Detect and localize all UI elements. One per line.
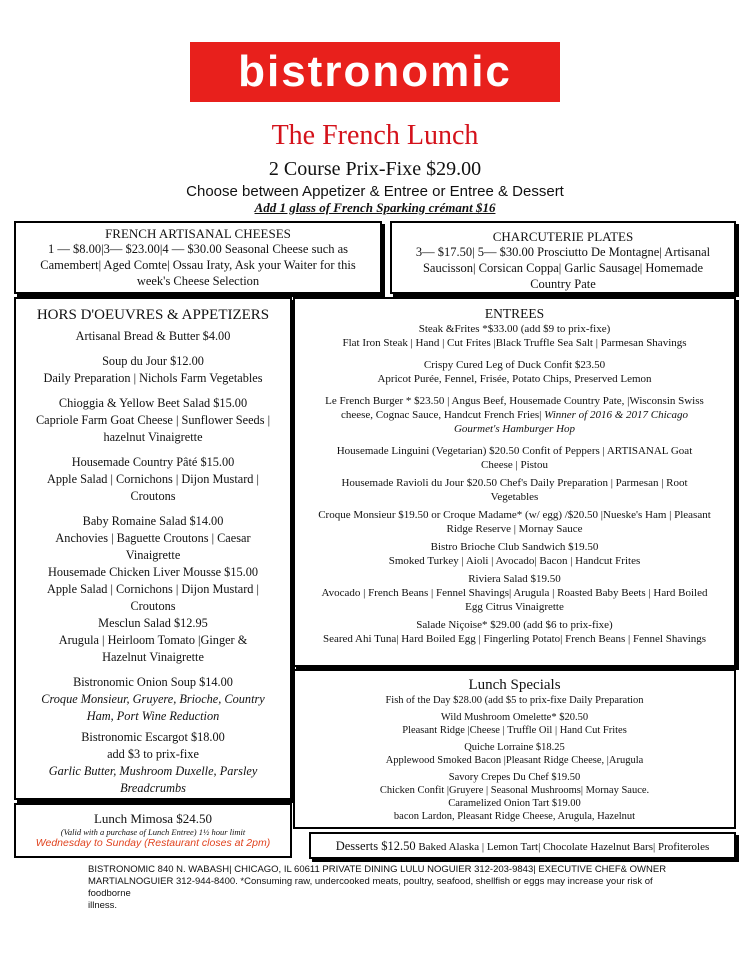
menu-item: Housemade Linguini (Vegetarian) $20.50 Confit of Peppers | ARTISANAL Goat — [336, 445, 693, 457]
cheeses-line: 1 — $8.00|3— $23.00|4 — $30.00 Seasonal Cheese such as — [47, 242, 349, 256]
menu-item: Salade Niçoise* $29.00 (add $6 to prix-fixe) — [416, 619, 613, 631]
menu-item-desc: bacon Lardon, Pleasant Ridge Cheese, Arugula, Hazelnut — [393, 811, 636, 822]
menu-item: Soup du Jour $12.00 — [102, 354, 204, 368]
cheeses-title: FRENCH ARTISANAL CHEESES — [105, 226, 291, 241]
prix-fixe-subtitle: 2 Course Prix-Fixe $29.00 — [268, 158, 482, 180]
menu-item-desc: Croutons — [130, 599, 176, 613]
menu-item: Wild Mushroom Omelette* $20.50 — [440, 712, 589, 723]
burger-award: Gourmet's Hamburger Hop — [453, 423, 576, 435]
menu-item-desc: Ham, Port Wine Reduction — [86, 709, 220, 723]
entrees-box — [293, 297, 736, 667]
cheeses-line: Camembert| Aged Comte| Ossau Iraty, Ask your Waiter for this — [40, 258, 356, 272]
menu-item: Riviera Salad $19.50 — [468, 573, 561, 585]
menu-item-desc: Anchovies | Baguette Croutons | Caesar — [55, 531, 251, 545]
charcuterie-title: CHARCUTERIE PLATES — [492, 229, 634, 244]
menu-item-desc: Chicken Confit |Gruyere | Seasonal Mushrooms| Mornay Sauce. — [379, 785, 650, 796]
choose-instructions: Choose between Appetizer & Entree or Entree & Dessert — [186, 183, 564, 200]
menu-item-desc: hazelnut Vinaigrette — [103, 430, 203, 444]
menu-item-desc: Apricot Purée, Fennel, Frisée, Potato Chips, Preserved Lemon — [377, 373, 652, 385]
menu-item-desc: Seared Ahi Tuna| Hard Boiled Egg | Fingerling Potato| French Beans | Fennel Shavings — [322, 633, 707, 645]
menu-item-desc: Pleasant Ridge |Cheese | Truffle Oil | Hand Cut Frites — [402, 725, 627, 736]
menu-item-desc: Capriole Farm Goat Cheese | Sunflower Seeds | — [35, 413, 271, 427]
menu-item: Mesclun Salad $12.95 — [98, 616, 208, 630]
menu-item-desc: Ridge Reserve | Mornay Sauce — [446, 523, 583, 535]
charcuterie-line: Country Pate — [530, 277, 596, 291]
menu-item-desc-text: cheese, Cognac Sauce, Handcut French Fries| — [340, 409, 542, 421]
menu-title: The French Lunch — [271, 120, 479, 151]
footer-line: illness. — [88, 900, 118, 911]
desserts-box — [309, 832, 736, 859]
add-glass-note: Add 1 glass of French Sparking crémant $16 — [254, 200, 496, 215]
menu-item: Artisanal Bread & Butter $4.00 — [75, 329, 231, 343]
desserts-label: Desserts $12.50 — [335, 839, 416, 853]
menu-item: Bistronomic Escargot $18.00 — [81, 730, 225, 744]
menu-item: Le French Burger * $23.50 | Angus Beef, Housemade Country Pate, |Wisconsin Swiss — [325, 395, 704, 407]
menu-item: Crispy Cured Leg of Duck Confit $23.50 — [423, 359, 606, 371]
menu-item-desc: Arugula | Heirloom Tomato |Ginger & — [58, 633, 248, 647]
burger-award: Winner of 2016 & 2017 Chicago — [544, 409, 689, 421]
charcuterie-line: Saucisson| Corsican Coppa| Garlic Sausage| Homemade — [422, 261, 703, 275]
footer-line: MARTIALNOGUIER 312-944-8400. *Consuming raw, undercooked meats, poultry, seafood, shellfish or eggs may increase your risk of foodborne — [88, 876, 653, 899]
menu-item-desc: add $3 to prix-fixe — [107, 747, 199, 761]
hors-doeuvres-box — [14, 297, 292, 800]
menu-item: Chioggia & Yellow Beet Salad $15.00 — [58, 396, 248, 410]
desserts-line — [311, 839, 734, 854]
menu-item: Quiche Lorraine $18.25 — [464, 742, 565, 753]
footer-line: BISTRONOMIC 840 N. WABASH| CHICAGO, IL 60611 PRIVATE DINING LULU NOGUIER 312-203-9843| EXECUTIVE CHEF& OWNER — [88, 864, 667, 875]
menu-item-desc: Croque Monsieur, Gruyere, Brioche, Country — [41, 692, 265, 706]
menu-item-desc: Smoked Turkey | Aioli | Avocado| Bacon | Handcut Frites — [388, 555, 641, 567]
menu-item-desc: Vegetables — [490, 491, 539, 503]
cheeses-box — [14, 221, 382, 294]
menu-item: Steak &Frites *$33.00 (add $9 to prix-fixe) — [418, 323, 611, 335]
lunch-specials-title: Lunch Specials — [468, 677, 561, 693]
menu-item-desc: Hazelnut Vinaigrette — [102, 650, 204, 664]
mimosa-box — [14, 803, 292, 858]
mimosa-availability: Wednesday to Sunday (Restaurant closes at 2pm) — [35, 837, 271, 849]
menu-item-desc: Applewood Smoked Bacon |Pleasant Ridge Cheese, |Arugula — [385, 755, 644, 766]
entrees-title: ENTREES — [484, 306, 545, 321]
menu-item: Bistro Brioche Club Sandwich $19.50 — [430, 541, 599, 553]
menu-item-desc: Cheese | Pistou — [481, 459, 548, 471]
menu-item: Housemade Chicken Liver Mousse $15.00 — [47, 565, 259, 579]
footer — [88, 864, 688, 912]
mimosa-note: (Valid with a purchase of Lunch Entree) 1½ hour limit — [60, 827, 246, 837]
menu-item-desc: Egg Citrus Vinaigrette — [465, 601, 564, 613]
cheeses-line: week's Cheese Selection — [136, 274, 260, 288]
menu-item-desc: Avocado | French Beans | Fennel Shavings| Arugula | Roasted Baby Beets | Hard Boiled — [321, 587, 708, 599]
menu-item: Croque Monsieur $19.50 or Croque Madame* (w/ egg) /$20.50 |Nueske's Ham | Pleasant — [318, 509, 711, 521]
menu-item-desc: Apple Salad | Cornichons | Dijon Mustard | — [47, 472, 259, 486]
menu-item: Baby Romaine Salad $14.00 — [82, 514, 224, 528]
lunch-specials-box — [293, 669, 736, 829]
menu-item: Bistronomic Onion Soup $14.00 — [73, 675, 233, 689]
hors-doeuvres-title: HORS D'OEUVRES & APPETIZERS — [36, 307, 270, 323]
menu-item-desc: Apple Salad | Cornichons | Dijon Mustard | — [47, 582, 259, 596]
menu-item-desc — [295, 408, 734, 422]
menu-item-desc: Garlic Butter, Mushroom Duxelle, Parsley — [48, 764, 258, 778]
menu-item: Savory Crepes Du Chef $19.50 — [448, 772, 581, 783]
bistronomic-logo: bistronomic — [190, 42, 560, 102]
menu-item: Housemade Country Pâté $15.00 — [71, 455, 235, 469]
desserts-items: Baked Alaska | Lemon Tart| Chocolate Hazelnut Bars| Profiteroles — [418, 841, 710, 853]
menu-item: Housemade Ravioli du Jour $20.50 Chef's Daily Preparation | Parmesan | Root — [341, 477, 688, 489]
menu-item-desc: Vinaigrette — [125, 548, 181, 562]
charcuterie-line: 3— $17.50| 5— $30.00 Prosciutto De Montagne| Artisanal — [415, 245, 711, 259]
menu-item-desc: Daily Preparation | Nichols Farm Vegetables — [43, 371, 263, 385]
menu-item-desc: Breadcrumbs — [120, 781, 186, 795]
menu-item: Fish of the Day $28.00 (add $5 to prix-fixe Daily Preparation — [385, 695, 644, 706]
menu-item: Caramelized Onion Tart $19.00 — [448, 798, 581, 809]
charcuterie-box — [390, 221, 736, 294]
mimosa-title: Lunch Mimosa $24.50 — [93, 811, 213, 826]
menu-item-desc: Flat Iron Steak | Hand | Cut Frites |Black Truffle Sea Salt | Parmesan Shavings — [342, 337, 687, 349]
menu-item-desc: Croutons — [130, 489, 176, 503]
